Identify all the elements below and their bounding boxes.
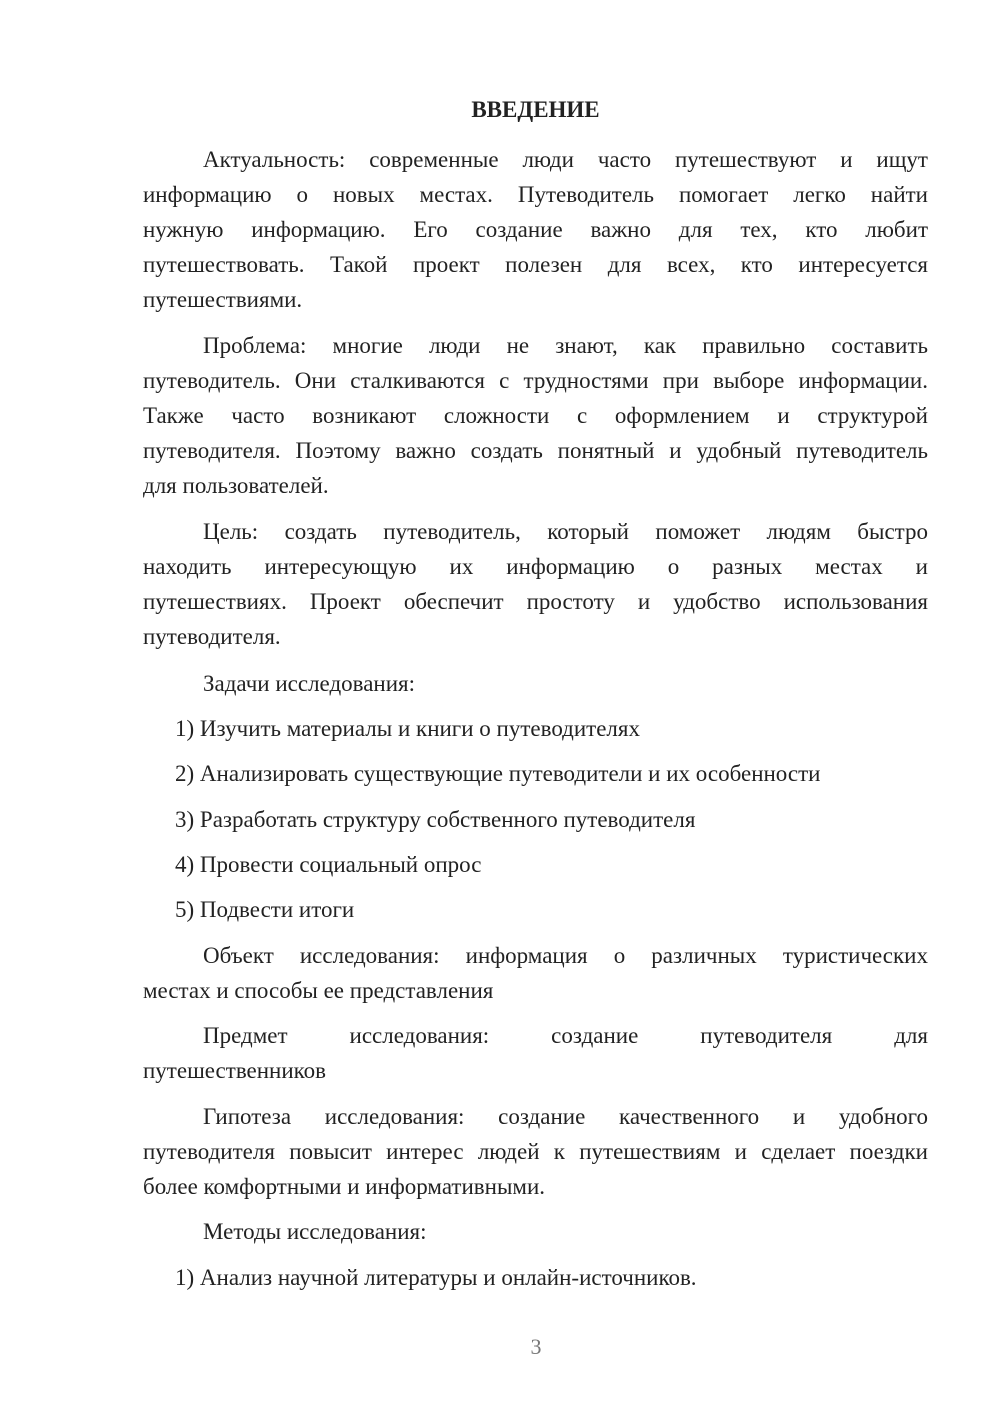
object-line: Объект исследования: информация о различных туристических <box>203 943 928 968</box>
problem-line: Также часто возникают сложности с оформлением и структурой <box>143 403 928 428</box>
relevance-line: путешествиями. <box>143 287 303 312</box>
problem-line: Проблема: многие люди не знают, как правильно составить <box>203 333 928 358</box>
goal-line: находить интересующую их информацию о разных местах и <box>143 554 928 579</box>
task-item: 4) Провести социальный опрос <box>175 852 482 877</box>
task-item: 2) Анализировать существующие путеводители и их особенности <box>175 761 821 786</box>
hypothesis-line: более комфортными и информативными. <box>143 1174 546 1199</box>
relevance-line: Актуальность: современные люди часто путешествуют и ищут <box>203 147 928 172</box>
goal-line: путеводителя. <box>143 624 281 649</box>
relevance-line: информацию о новых местах. Путеводитель помогает легко найти <box>143 182 928 207</box>
subject-line: Предмет исследования: создание путеводителя для <box>203 1023 928 1048</box>
task-item: 3) Разработать структуру собственного путеводителя <box>175 807 696 832</box>
problem-line: путеводитель. Они сталкиваются с трудностями при выборе информации. <box>143 368 928 393</box>
problem-line: для пользователей. <box>143 473 329 498</box>
problem-line: путеводителя. Поэтому важно создать понятный и удобный путеводитель <box>143 438 928 463</box>
subject-line: путешественников <box>143 1058 327 1083</box>
methods-heading: Методы исследования: <box>203 1219 427 1244</box>
relevance-line: нужную информацию. Его создание важно для тех, кто любит <box>143 217 928 242</box>
tasks-heading: Задачи исследования: <box>203 671 416 696</box>
object-line: местах и способы ее представления <box>143 978 494 1003</box>
method-item: 1) Анализ научной литературы и онлайн-источников. <box>175 1265 697 1290</box>
goal-line: Цель: создать путеводитель, который поможет людям быстро <box>203 519 928 544</box>
page-title: ВВЕДЕНИЕ <box>471 97 600 122</box>
hypothesis-line: Гипотеза исследования: создание качественного и удобного <box>203 1104 928 1129</box>
task-item: 1) Изучить материалы и книги о путеводителях <box>175 716 640 741</box>
page-number: 3 <box>530 1334 542 1359</box>
hypothesis-line: путеводителя повысит интерес людей к путешествиям и сделает поездки <box>143 1139 928 1164</box>
relevance-line: путешествовать. Такой проект полезен для всех, кто интересуется <box>143 252 928 277</box>
goal-line: путешествиях. Проект обеспечит простоту и удобство использования <box>143 589 928 614</box>
task-item: 5) Подвести итоги <box>175 897 355 922</box>
